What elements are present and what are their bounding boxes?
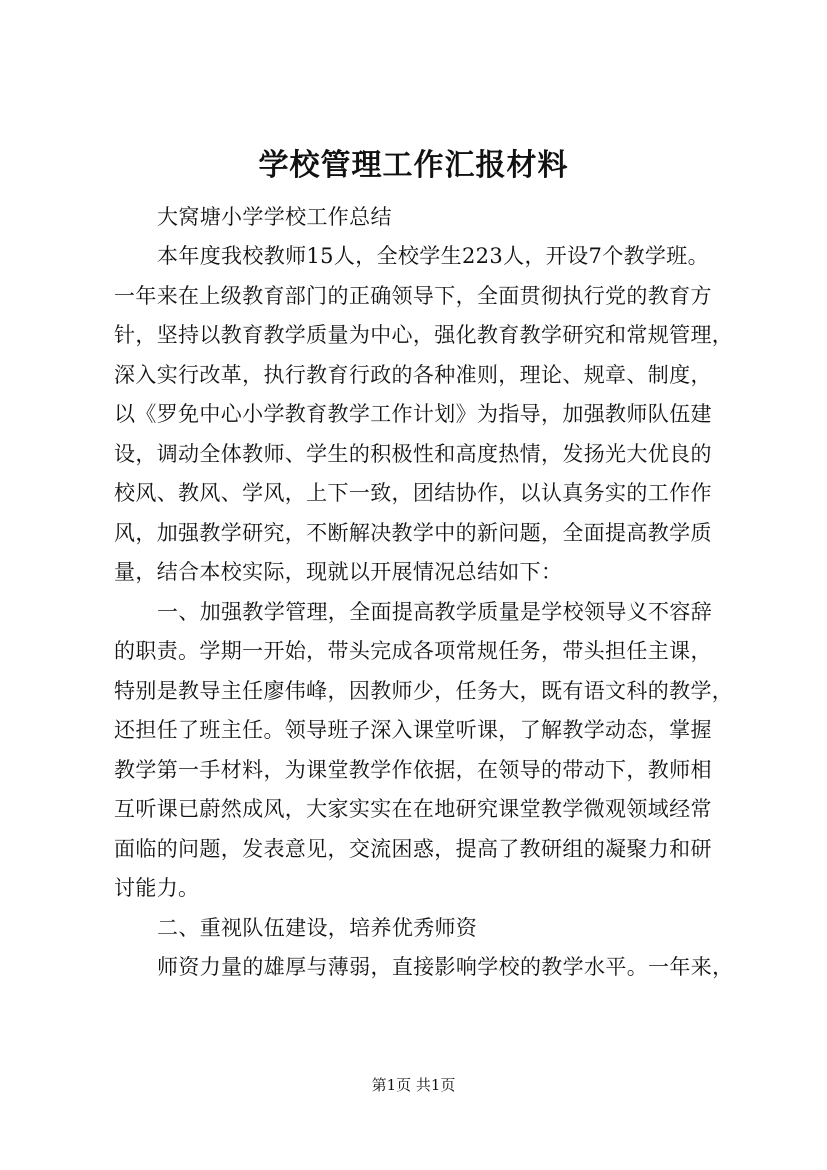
paragraph-line: 讨能力。 — [114, 876, 200, 900]
paragraph-line: 一年来在上级教育部门的正确领导下，全面贯彻执行党的教育方 — [114, 284, 712, 308]
paragraph-line: 还担任了班主任。领导班子深入课堂听课，了解教学动态，掌握 — [114, 718, 712, 742]
page-footer: 第1页 共1页 — [371, 1076, 456, 1094]
paragraph-line: 互听课已蔚然成风，大家实实在在地研究课堂教学微观领域经常 — [114, 797, 712, 821]
paragraph-line: 以《罗免中心小学教育教学工作计划》为指导，加强教师队伍建 — [114, 402, 712, 426]
subtitle-line: 大窝塘小学学校工作总结 — [157, 205, 392, 229]
paragraph-line: 的职责。学期一开始，带头完成各项常规任务，带头担任主课， — [114, 639, 712, 663]
paragraph-line: 面临的问题，发表意见，交流困惑，提高了教研组的凝聚力和研 — [114, 837, 712, 861]
paragraph-line: 一、加强教学管理，全面提高教学质量是学校领导义不容辞 — [157, 600, 713, 624]
paragraph-line: 教学第一手材料，为课堂教学作依据，在领导的带动下，教师相 — [114, 758, 712, 782]
paragraph-line: 本年度我校教师15人，全校学生223人，开设7个教学班。 — [157, 244, 709, 268]
paragraph-line: 深入实行改革，执行教育行政的各种准则，理论、规章、制度， — [114, 363, 712, 387]
paragraph-line: 特别是教导主任廖伟峰，因教师少，任务大，既有语文科的教学， — [114, 679, 734, 703]
paragraph-line: 量，结合本校实际，现就以开展情况总结如下： — [114, 560, 563, 584]
paragraph-line: 风，加强教学研究，不断解决教学中的新问题，全面提高教学质 — [114, 521, 712, 545]
paragraph-line: 校风、教风、学风，上下一致，团结协作，以认真务实的工作作 — [114, 481, 712, 505]
document-title: 学校管理工作汇报材料 — [258, 148, 569, 183]
section-heading: 二、重视队伍建设，培养优秀师资 — [157, 916, 478, 940]
paragraph-line: 设，调动全体教师、学生的积极性和高度热情，发扬光大优良的 — [114, 442, 712, 466]
paragraph-line: 师资力量的雄厚与薄弱，直接影响学校的教学水平。一年来， — [157, 955, 734, 979]
paragraph-line: 针，坚持以教育教学质量为中心，强化教育教学研究和常规管理， — [114, 323, 734, 347]
